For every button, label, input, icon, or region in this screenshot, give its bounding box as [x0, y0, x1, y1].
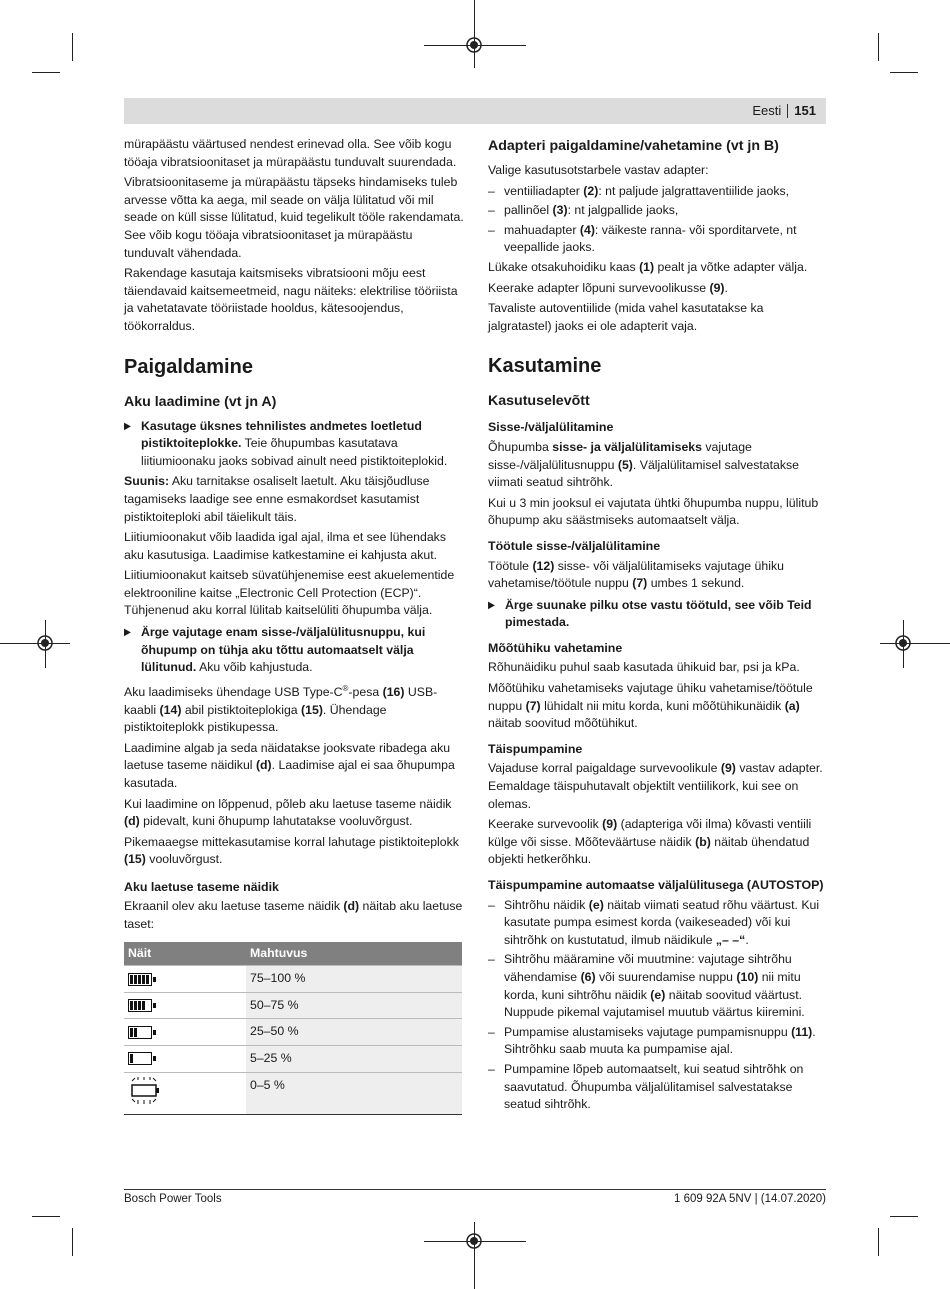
text: sisse- või väljalülitamiseks vajutage ühiku vahetamise/töötule nuppu — [488, 558, 784, 591]
text: pidevalt, kuni õhupump lahutatakse vooluvõrgust. — [139, 814, 413, 829]
footer-doc-id: 1 609 92A 5NV | (14.07.2020) — [674, 1193, 826, 1205]
text: -pesa — [348, 684, 383, 699]
table-header: Mahtuvus — [246, 942, 462, 966]
warning-item — [124, 624, 464, 677]
dash-bullet: – — [488, 1061, 495, 1076]
note-label: Suunis: — [124, 474, 170, 489]
text: nii mitu korda, kuni sihtrõhu näidik — [504, 969, 801, 1002]
dash-bullet: – — [488, 183, 495, 198]
ref-number: (9) — [709, 280, 725, 295]
minor-heading: Mõõtühiku vahetamine — [488, 640, 623, 655]
text: : nt jalgpallide jaoks, — [567, 203, 679, 218]
list-item — [488, 1024, 826, 1059]
right-column — [488, 136, 826, 1116]
crop-mark — [72, 1228, 73, 1256]
ref-number: (e) — [588, 897, 604, 912]
battery-icon-cell — [124, 966, 246, 993]
paragraph: Tavaliste autoventiilide (mida vahel kasutatakse ka jalgratastel) jaoks ei ole adapterit vaja. — [488, 301, 764, 333]
ref-number: (d) — [255, 758, 272, 773]
text: abil pistiktoiteplokiga — [181, 702, 302, 717]
crop-mark — [32, 1216, 60, 1217]
text: näitab ühendatud objekti hetkerõhku. — [488, 834, 810, 867]
crop-mark — [878, 33, 879, 61]
list-item — [488, 951, 826, 1021]
text: USB-kaabli — [124, 684, 438, 717]
battery-two-bars-icon — [128, 1026, 152, 1039]
crop-mark — [890, 1216, 918, 1217]
header-bar — [124, 98, 826, 124]
left-column — [124, 136, 464, 1115]
text: pealt ja võtke adapter välja. — [654, 259, 808, 274]
paragraph: Rõhunäidiku puhul saab kasutada ühikuid bar, psi ja kPa. — [488, 660, 800, 675]
battery-one-bar-icon — [128, 1052, 152, 1065]
ref-number: (1) — [639, 259, 655, 274]
crop-mark — [878, 1228, 879, 1256]
capacity-cell: 0–5 % — [246, 1072, 462, 1115]
ref-number: (2) — [583, 183, 599, 198]
paragraph — [124, 740, 464, 793]
ref-number: (d) — [124, 814, 140, 829]
dash-bullet: – — [488, 952, 495, 967]
text: näitab soovitud mõõtühikut. — [488, 716, 638, 731]
capacity-cell: 75–100 % — [246, 966, 462, 993]
battery-level-table — [124, 942, 462, 1116]
minor-heading: Täispumpamine — [488, 741, 583, 756]
section-heading: Paigaldamine — [124, 355, 253, 378]
ref-number: (9) — [720, 761, 736, 776]
ref-number: (11) — [791, 1024, 813, 1039]
text: Aku laadimiseks ühendage USB Type-C — [124, 684, 343, 699]
registration-line — [880, 643, 950, 644]
paragraph — [488, 259, 826, 277]
paragraph: Liitiumioonakut kaitseb süvatühjenemise eest akuelementide elektrooniline kaitse „Electronic Cell Protection (ECP)“. Tühjenenud aku korral lülitab kaitselüliti õhupumba välja. — [124, 568, 455, 618]
registration-line — [0, 643, 70, 644]
footer-divider — [124, 1189, 826, 1190]
text: umbes 1 sekund. — [647, 576, 745, 591]
warning-text: Teie õhupumbas kasutatava liitiumioonaku jaoks sobivad ainult need pistiktoiteplokid. — [141, 436, 448, 468]
paragraph — [488, 439, 826, 492]
text: Sihtrõhu näidik — [504, 897, 589, 912]
note-text: Aku tarnitakse osaliselt laetult. Aku täisjõudluse tagamiseks laadige see enne esmakordset kasutamist pistiktoiteploki abil täielikult täis. — [124, 474, 430, 524]
paragraph — [488, 680, 826, 733]
registration-target-icon — [36, 634, 54, 652]
paragraph — [488, 816, 826, 869]
ref-number: (10) — [736, 969, 759, 984]
table-row — [124, 992, 462, 1019]
paragraph: Vibratsioonitaseme ja mürapäästu täpseks hindamiseks tuleb arvesse võtta ka aega, mil seade on välja lülitatud või mil seade on küll sisse lülitatud, kuid tegelikult tööle rakendamata. See võib kogu tööaja vibratsioonitaset ja mürapäästu tunduvalt vähendada. — [124, 175, 464, 260]
dash-bullet: – — [488, 1024, 495, 1039]
paragraph — [488, 760, 826, 813]
triangle-bullet-icon: ▶ — [124, 627, 131, 639]
minor-heading: Töötule sisse-/väljalülitamine — [488, 538, 661, 553]
registered-mark: ® — [342, 683, 349, 693]
warning-item — [124, 418, 464, 471]
battery-four-bars-icon — [128, 999, 152, 1012]
minor-heading: Täispumpamine automaatse väljalülitusega (AUTOSTOP) — [488, 878, 824, 892]
paragraph — [124, 834, 464, 869]
ref-number: (a) — [784, 698, 800, 713]
text: : väikeste ranna- või sporditarvete, nt veepallide jaoks. — [504, 222, 797, 255]
triangle-bullet-icon: ▶ — [488, 599, 495, 611]
registration-target-icon — [894, 634, 912, 652]
ref-number: (15) — [301, 702, 323, 717]
text: või suurendamise nuppu — [595, 969, 737, 984]
table-row — [124, 1072, 462, 1115]
text: Keerake survevoolik — [488, 817, 603, 832]
battery-icon-cell — [124, 1072, 246, 1115]
ref-number: (7) — [525, 698, 541, 713]
text: mahuadapter — [504, 222, 580, 237]
ref-number: (7) — [632, 576, 648, 591]
list-item — [488, 183, 826, 201]
capacity-cell: 5–25 % — [246, 1046, 462, 1073]
crop-mark — [72, 33, 73, 61]
text: Ekraanil olev aku laetuse taseme näidik — [124, 899, 344, 914]
text: . — [724, 280, 728, 295]
dash-bullet: – — [488, 897, 495, 912]
subsection-heading: Adapteri paigaldamine/vahetamine (vt jn B) — [488, 138, 779, 154]
registration-target-icon — [465, 1232, 483, 1250]
warning-item — [488, 597, 826, 632]
ref-number: (5) — [617, 457, 633, 472]
text: : nt paljude jalgrattaventiilide jaoks, — [598, 183, 790, 198]
list-item — [488, 222, 826, 257]
page-number: 151 — [794, 103, 816, 118]
paragraph — [124, 680, 464, 737]
battery-icon-cell — [124, 1019, 246, 1046]
table-row — [124, 966, 462, 993]
list-item — [488, 202, 826, 220]
warning-bold: Ärge vajutage enam sisse-/väljalülitusnuppu, kui õhupump on tühja aku tõttu automaatselt välja lülitunud. — [141, 625, 426, 675]
text: . Ühendage pistiktoiteplokk pistikupessa. — [124, 702, 387, 735]
battery-full-icon — [128, 973, 152, 986]
ref-number: (6) — [580, 969, 596, 984]
text: Mõõtühiku vahetamiseks vajutage ühiku vahetamise/töötule nuppu — [488, 681, 813, 713]
ref-number: (3) — [552, 203, 568, 218]
paragraph — [124, 796, 464, 831]
ref-number: (e) — [650, 987, 666, 1002]
crop-mark — [32, 72, 60, 73]
warning-text: Aku võib kahjustuda. — [196, 660, 313, 675]
text: ventiiliadapter — [504, 183, 584, 198]
ref-number: (15) — [124, 852, 146, 867]
list-item — [488, 1061, 826, 1114]
triangle-bullet-icon: ▶ — [124, 420, 131, 432]
battery-empty-blinking-icon — [128, 1077, 162, 1105]
table-header: Näit — [124, 942, 246, 966]
ref-number: (9) — [602, 817, 618, 832]
ref-number: (b) — [695, 834, 711, 849]
ref-number: (4) — [579, 222, 595, 237]
warning-bold: Kasutage üksnes tehnilistes andmetes loetletud pistiktoiteplokke. — [141, 418, 422, 451]
text: Vajaduse korral paigaldage survevoolikule — [488, 761, 721, 776]
text: Pikemaaegse mittekasutamise korral lahutage pistiktoiteplokk — [124, 834, 459, 849]
bold-text: sisse- ja väljalülitamiseks — [552, 439, 702, 454]
header-divider — [787, 104, 788, 118]
text: lühidalt nii mitu korda, kuni mõõtühikunäidik — [540, 698, 785, 713]
crop-mark — [890, 72, 918, 73]
text: vooluvõrgust. — [145, 852, 223, 867]
dash-bullet: – — [488, 203, 495, 218]
text: Lükake otsakuhoidiku kaas — [488, 259, 640, 274]
text: Laadimine algab ja seda näidatakse jooksvate ribadega aku laetuse taseme näidikul — [124, 740, 451, 773]
battery-icon-cell — [124, 992, 246, 1019]
dash-bullet: – — [488, 222, 495, 237]
text: näitab viimati seatud rõhu väärtust. Kui kasutate pumpa esimest korda (vaikeseaded) või kui sihtrõhk on kustutatud, ilmub näidikule — [504, 897, 820, 947]
paragraph: Liitiumioonakut võib laadida igal ajal, ilma et see lühendaks aku kasutusiga. Laadimise katkestamine ei kahjusta akut. — [124, 530, 446, 562]
text: pallinõel — [504, 203, 553, 218]
paragraph — [124, 898, 464, 933]
text: Pumpamine lõpeb automaatselt, kui seatud sihtrõhk on saavutatud. Õhupumba väljalülitamisel salvestatakse seatud sihtrõhk. — [504, 1061, 804, 1112]
ref-number: (14) — [159, 702, 182, 717]
text: näitab soovitud väärtust. Nuppude pikemal vajutamisel muutub väärtus kiiremini. — [504, 987, 805, 1020]
display-symbol: „– –“ — [715, 932, 746, 947]
text: Õhupumba — [488, 439, 553, 454]
registration-line — [474, 0, 475, 68]
ref-number: (12) — [532, 558, 555, 573]
minor-heading: Sisse-/väljalülitamine — [488, 420, 614, 435]
text: näitab aku laetuse taset: — [124, 899, 463, 932]
page-header — [752, 103, 816, 118]
subsection-heading: Aku laadimine (vt jn A) — [124, 393, 277, 410]
paragraph: Rakendage kasutaja kaitsmiseks vibratsiooni mõju eest täiendavaid kaitsemeetmeid, nagu näiteks: elektrilise tööriista ja vahetatavate tööriistade hooldus, kätesoojendus, töökorraldus. — [124, 266, 458, 333]
registration-target-icon — [465, 36, 483, 54]
footer-brand: Bosch Power Tools — [124, 1193, 222, 1205]
paragraph: Valige kasutusotstarbele vastav adapter: — [488, 163, 709, 177]
subsection-heading: Kasutuselevõtt — [488, 393, 590, 410]
paragraph — [488, 280, 826, 298]
header-language: Eesti — [752, 103, 782, 118]
table-row — [124, 1019, 462, 1046]
note-paragraph — [124, 473, 464, 526]
text: Kui laadimine on lõppenud, põleb aku laetuse taseme näidik — [124, 796, 452, 811]
paragraph: Kui u 3 min jooksul ei vajutata ühtki õhupumba nuppu, lülitub õhupump aku säästmiseks automaatselt välja. — [488, 495, 819, 528]
text: . Laadimise ajal ei saa õhupumpa kasutada. — [124, 758, 455, 790]
paragraph: mürapäästu väärtused nendest erinevad olla. See võib kogu tööaja vibratsioonitaset ja mürapäästu tunduvalt suurendada. — [124, 137, 457, 169]
battery-icon-cell — [124, 1046, 246, 1073]
text: . — [745, 932, 749, 947]
warning-bold: Ärge suunake pilku otse vastu töötuld, see võib Teid pimestada. — [505, 597, 812, 630]
capacity-cell: 50–75 % — [246, 992, 462, 1019]
text: Töötule — [488, 558, 533, 573]
text: Sihtrõhu määramine või muutmine: vajutage sihtrõhu vähendamise — [504, 952, 792, 984]
capacity-cell: 25–50 % — [246, 1019, 462, 1046]
text: (adapteriga või ilma) kõvasti ventiili külge või sisse. Mõõteväärtuse näidik — [488, 817, 812, 849]
ref-number: (16) — [382, 684, 405, 699]
text: Pumpamise alustamiseks vajutage pumpamisnuppu — [504, 1024, 792, 1039]
table-row — [124, 1046, 462, 1073]
list-item — [488, 897, 826, 950]
text: Keerake adapter lõpuni survevoolikusse — [488, 280, 710, 295]
section-heading: Kasutamine — [488, 355, 602, 378]
paragraph — [488, 558, 826, 593]
text: vajutage sisse-/väljalülitusnuppu — [488, 439, 752, 472]
minor-heading: Aku laetuse taseme näidik — [124, 879, 279, 894]
text: . Väljalülitamisel salvestatakse viimati seatud sihtrõhk. — [488, 457, 799, 490]
ref-number: (d) — [343, 899, 360, 914]
text: . Sihtrõhku saab muuta ka pumpamise ajal. — [504, 1024, 816, 1057]
text: vastav adapter. Eemaldage täispuhutavalt objektilt ventiilikork, kui see on olemas. — [488, 761, 823, 811]
